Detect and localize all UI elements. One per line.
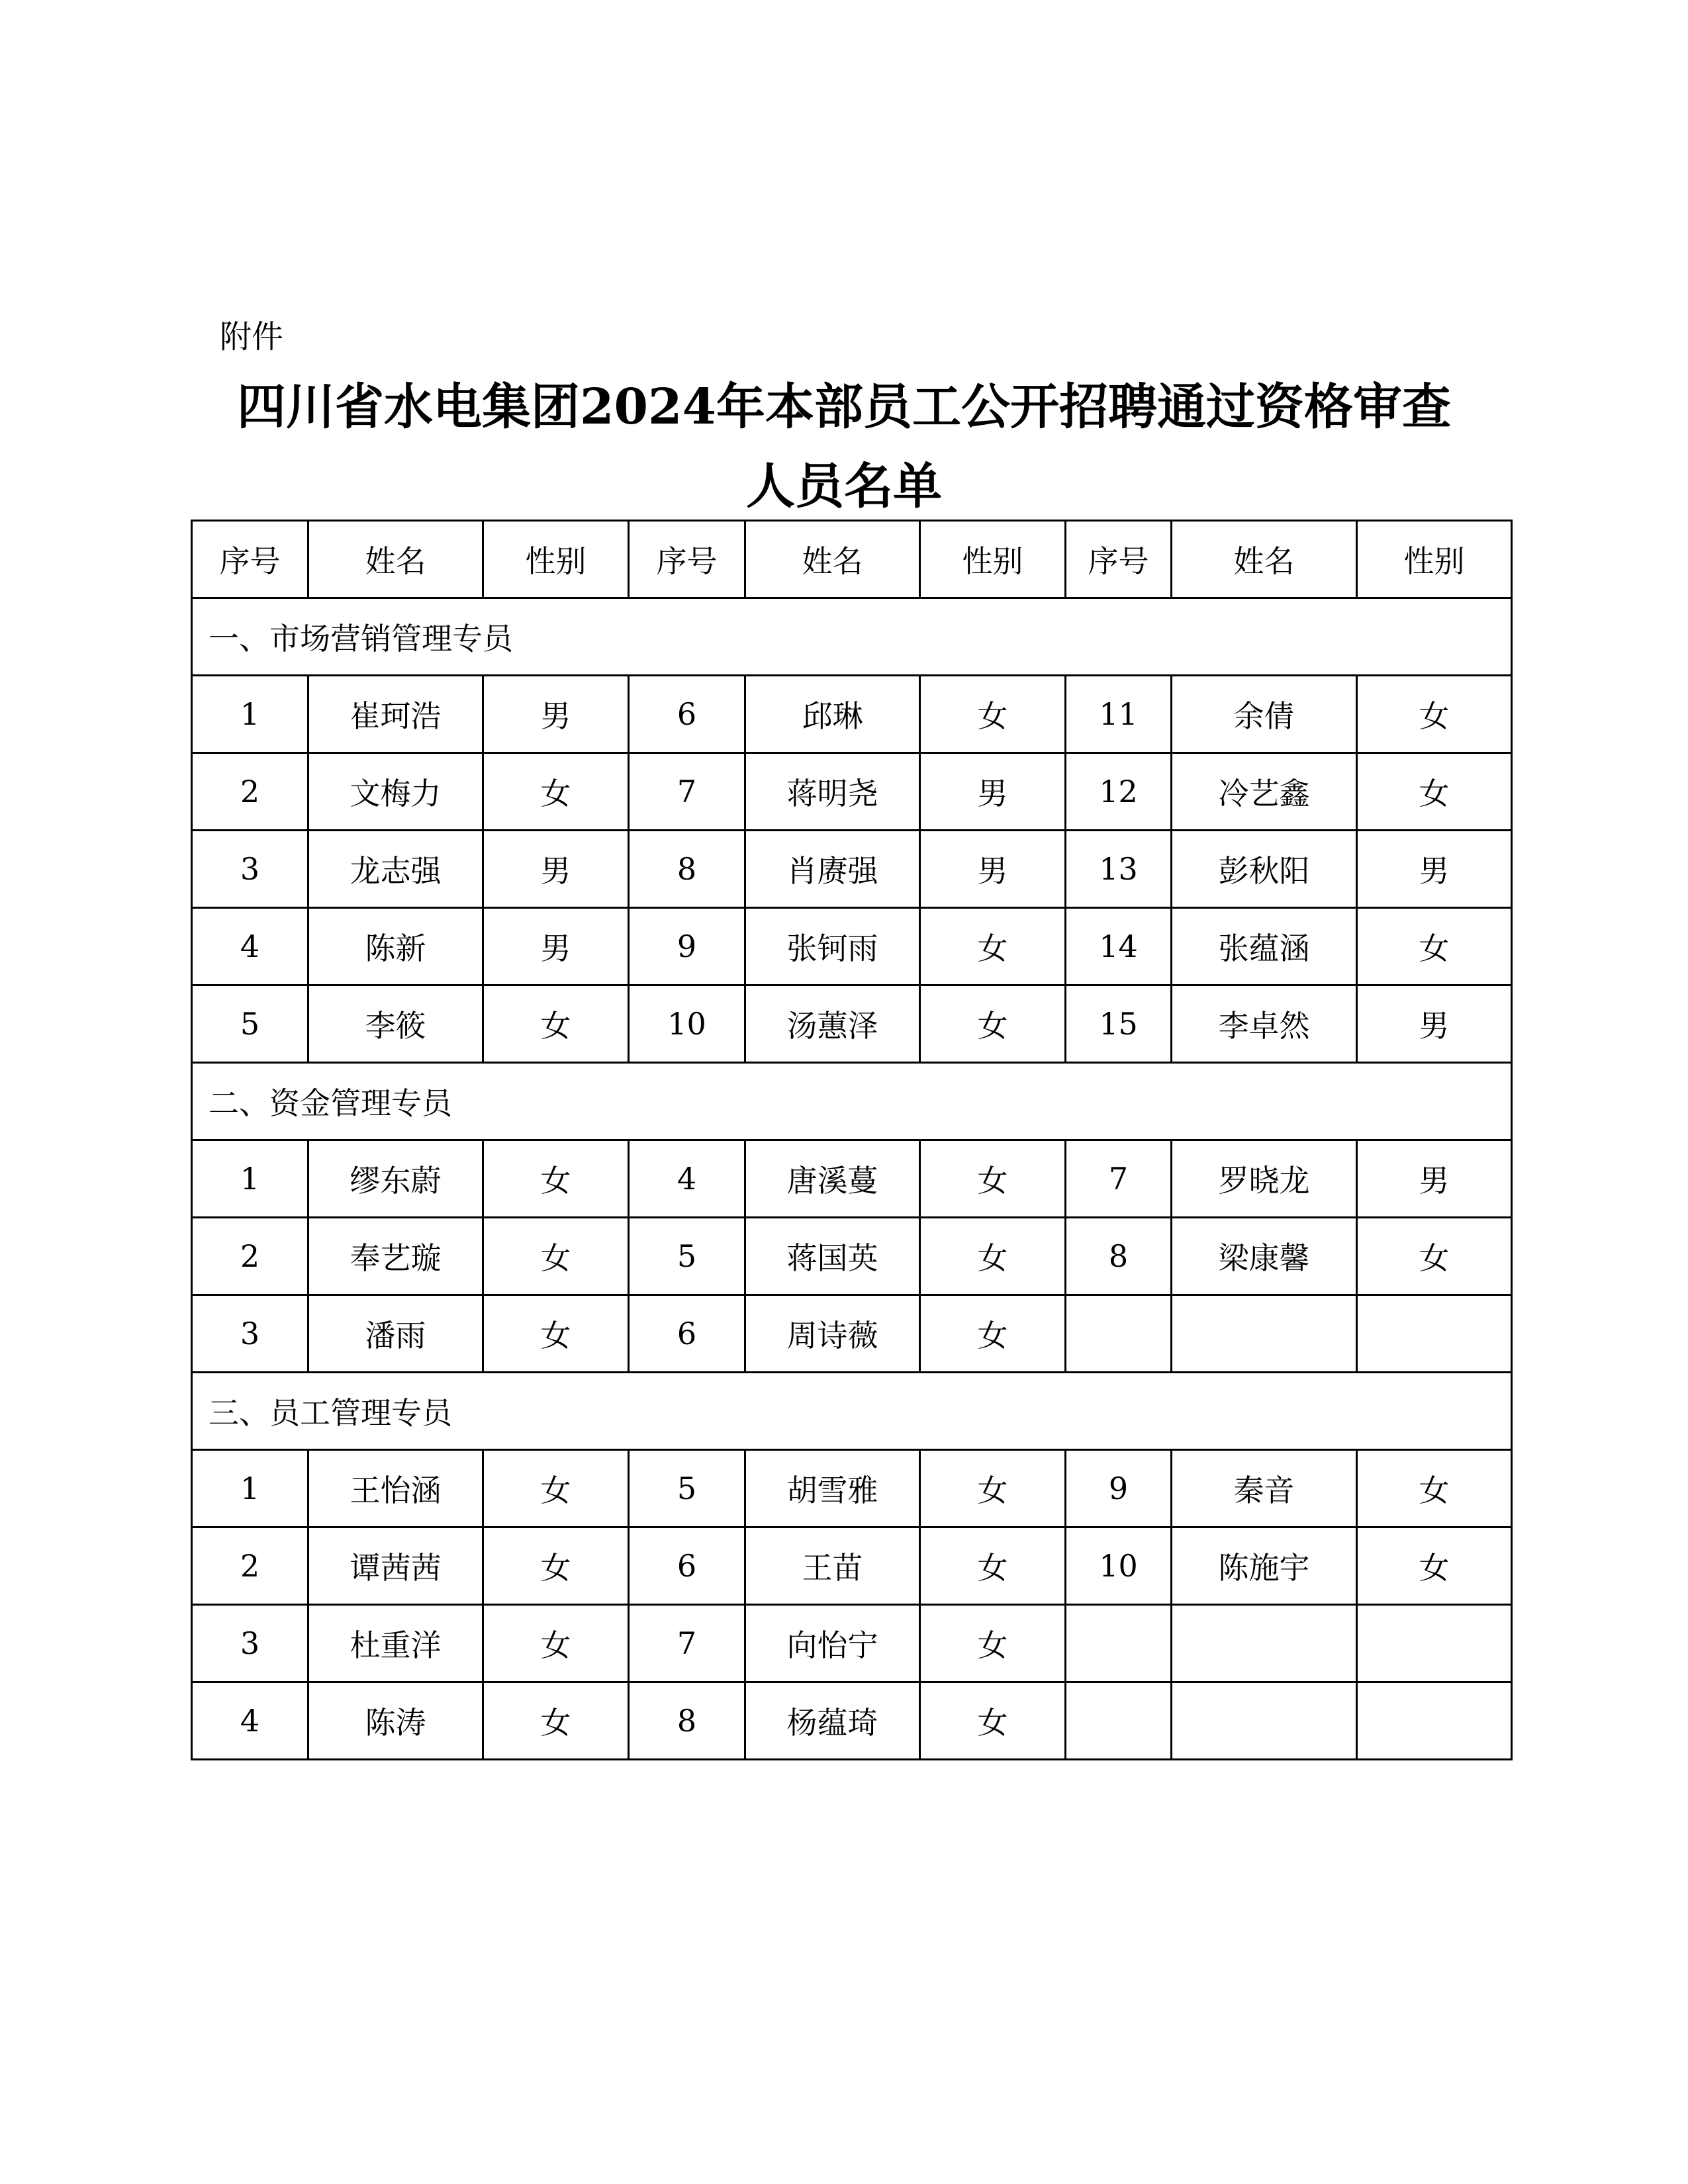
seq-cell <box>1066 1605 1172 1682</box>
gender-cell: 女 <box>483 1605 629 1682</box>
header-name: 姓名 <box>308 521 483 598</box>
name-cell <box>1172 1605 1357 1682</box>
name-cell: 梁康馨 <box>1172 1218 1357 1295</box>
gender-cell: 男 <box>1357 985 1512 1063</box>
seq-cell: 3 <box>192 1605 308 1682</box>
seq-cell: 12 <box>1066 753 1172 831</box>
seq-cell: 2 <box>192 1218 308 1295</box>
name-cell: 文梅力 <box>308 753 483 831</box>
table-row <box>192 1450 1512 1527</box>
seq-cell: 13 <box>1066 831 1172 908</box>
gender-cell: 女 <box>483 1295 629 1373</box>
gender-cell: 女 <box>483 1450 629 1527</box>
name-cell: 张蕴涵 <box>1172 908 1357 985</box>
gender-cell: 女 <box>1357 1450 1512 1527</box>
header-gender: 性别 <box>920 521 1066 598</box>
gender-cell: 男 <box>920 831 1066 908</box>
name-cell: 奉艺璇 <box>308 1218 483 1295</box>
name-cell: 杜重洋 <box>308 1605 483 1682</box>
roster-body <box>192 521 1512 1760</box>
name-cell: 龙志强 <box>308 831 483 908</box>
gender-cell: 女 <box>1357 1527 1512 1605</box>
gender-cell: 女 <box>920 1295 1066 1373</box>
gender-cell: 男 <box>1357 831 1512 908</box>
gender-cell: 男 <box>483 676 629 753</box>
name-cell: 罗晓龙 <box>1172 1140 1357 1218</box>
gender-cell: 男 <box>483 908 629 985</box>
name-cell: 陈新 <box>308 908 483 985</box>
table-row <box>192 1140 1512 1218</box>
name-cell: 蒋明尧 <box>745 753 920 831</box>
gender-cell: 女 <box>483 1140 629 1218</box>
seq-cell: 15 <box>1066 985 1172 1063</box>
table-row <box>192 1605 1512 1682</box>
header-seq: 序号 <box>629 521 745 598</box>
header-seq: 序号 <box>192 521 308 598</box>
name-cell: 汤蕙泽 <box>745 985 920 1063</box>
table-row <box>192 831 1512 908</box>
section-title: 一、市场营销管理专员 <box>192 598 1512 676</box>
seq-cell: 8 <box>629 1682 745 1760</box>
roster-table <box>191 520 1513 1760</box>
gender-cell: 女 <box>1357 753 1512 831</box>
gender-cell <box>1357 1682 1512 1760</box>
name-cell: 李卓然 <box>1172 985 1357 1063</box>
section-row <box>192 1063 1512 1140</box>
gender-cell: 女 <box>483 1218 629 1295</box>
seq-cell: 1 <box>192 1140 308 1218</box>
seq-cell: 8 <box>1066 1218 1172 1295</box>
seq-cell: 7 <box>629 753 745 831</box>
header-name: 姓名 <box>1172 521 1357 598</box>
seq-cell: 11 <box>1066 676 1172 753</box>
name-cell: 杨蕴琦 <box>745 1682 920 1760</box>
seq-cell: 4 <box>629 1140 745 1218</box>
seq-cell <box>1066 1682 1172 1760</box>
gender-cell: 女 <box>920 1140 1066 1218</box>
name-cell: 向怡宁 <box>745 1605 920 1682</box>
seq-cell: 2 <box>192 753 308 831</box>
seq-cell: 2 <box>192 1527 308 1605</box>
gender-cell: 女 <box>920 985 1066 1063</box>
name-cell <box>1172 1295 1357 1373</box>
name-cell: 余倩 <box>1172 676 1357 753</box>
gender-cell: 男 <box>483 831 629 908</box>
header-name: 姓名 <box>745 521 920 598</box>
seq-cell: 4 <box>192 1682 308 1760</box>
gender-cell: 男 <box>920 753 1066 831</box>
name-cell: 崔珂浩 <box>308 676 483 753</box>
name-cell: 谭茜茜 <box>308 1527 483 1605</box>
name-cell: 王怡涵 <box>308 1450 483 1527</box>
table-row <box>192 1527 1512 1605</box>
seq-cell <box>1066 1295 1172 1373</box>
seq-cell: 5 <box>192 985 308 1063</box>
section-row <box>192 1373 1512 1450</box>
table-row <box>192 753 1512 831</box>
name-cell <box>1172 1682 1357 1760</box>
name-cell: 张钶雨 <box>745 908 920 985</box>
seq-cell: 3 <box>192 831 308 908</box>
name-cell: 肖赓强 <box>745 831 920 908</box>
name-cell: 李筱 <box>308 985 483 1063</box>
gender-cell: 女 <box>920 676 1066 753</box>
header-gender: 性别 <box>1357 521 1512 598</box>
attachment-label: 附件 <box>220 318 284 355</box>
seq-cell: 6 <box>629 1527 745 1605</box>
gender-cell: 女 <box>483 753 629 831</box>
seq-cell: 10 <box>1066 1527 1172 1605</box>
seq-cell: 14 <box>1066 908 1172 985</box>
table-row <box>192 1295 1512 1373</box>
seq-cell: 1 <box>192 1450 308 1527</box>
gender-cell: 女 <box>1357 908 1512 985</box>
name-cell: 秦音 <box>1172 1450 1357 1527</box>
name-cell: 缪东蔚 <box>308 1140 483 1218</box>
gender-cell <box>1357 1605 1512 1682</box>
name-cell: 胡雪雅 <box>745 1450 920 1527</box>
seq-cell: 9 <box>1066 1450 1172 1527</box>
section-title: 二、资金管理专员 <box>192 1063 1512 1140</box>
seq-cell: 6 <box>629 676 745 753</box>
gender-cell: 女 <box>483 985 629 1063</box>
seq-cell: 3 <box>192 1295 308 1373</box>
header-gender: 性别 <box>483 521 629 598</box>
section-title: 三、员工管理专员 <box>192 1373 1512 1450</box>
gender-cell: 女 <box>920 1682 1066 1760</box>
seq-cell: 10 <box>629 985 745 1063</box>
gender-cell: 女 <box>920 908 1066 985</box>
name-cell: 唐溪蔓 <box>745 1140 920 1218</box>
section-row <box>192 598 1512 676</box>
name-cell: 邱琳 <box>745 676 920 753</box>
gender-cell: 女 <box>1357 1218 1512 1295</box>
table-row <box>192 676 1512 753</box>
name-cell: 王苗 <box>745 1527 920 1605</box>
name-cell: 陈施宇 <box>1172 1527 1357 1605</box>
gender-cell: 女 <box>920 1527 1066 1605</box>
gender-cell: 女 <box>1357 676 1512 753</box>
seq-cell: 8 <box>629 831 745 908</box>
table-row <box>192 1682 1512 1760</box>
name-cell: 潘雨 <box>308 1295 483 1373</box>
seq-cell: 5 <box>629 1450 745 1527</box>
name-cell: 周诗薇 <box>745 1295 920 1373</box>
gender-cell: 女 <box>920 1605 1066 1682</box>
gender-cell: 男 <box>1357 1140 1512 1218</box>
seq-cell: 7 <box>1066 1140 1172 1218</box>
seq-cell: 4 <box>192 908 308 985</box>
gender-cell: 女 <box>920 1218 1066 1295</box>
header-seq: 序号 <box>1066 521 1172 598</box>
gender-cell: 女 <box>483 1682 629 1760</box>
seq-cell: 1 <box>192 676 308 753</box>
document-title: 四川省水电集团2024年本部员工公开招聘通过资格审查 <box>237 379 1451 435</box>
gender-cell <box>1357 1295 1512 1373</box>
gender-cell: 女 <box>483 1527 629 1605</box>
header-row <box>192 521 1512 598</box>
document-title-line2: 人员名单 <box>746 458 942 515</box>
name-cell: 彭秋阳 <box>1172 831 1357 908</box>
seq-cell: 9 <box>629 908 745 985</box>
table-row <box>192 908 1512 985</box>
table-row <box>192 985 1512 1063</box>
name-cell: 冷艺鑫 <box>1172 753 1357 831</box>
seq-cell: 7 <box>629 1605 745 1682</box>
name-cell: 陈涛 <box>308 1682 483 1760</box>
seq-cell: 5 <box>629 1218 745 1295</box>
gender-cell: 女 <box>920 1450 1066 1527</box>
table-row <box>192 1218 1512 1295</box>
name-cell: 蒋国英 <box>745 1218 920 1295</box>
seq-cell: 6 <box>629 1295 745 1373</box>
